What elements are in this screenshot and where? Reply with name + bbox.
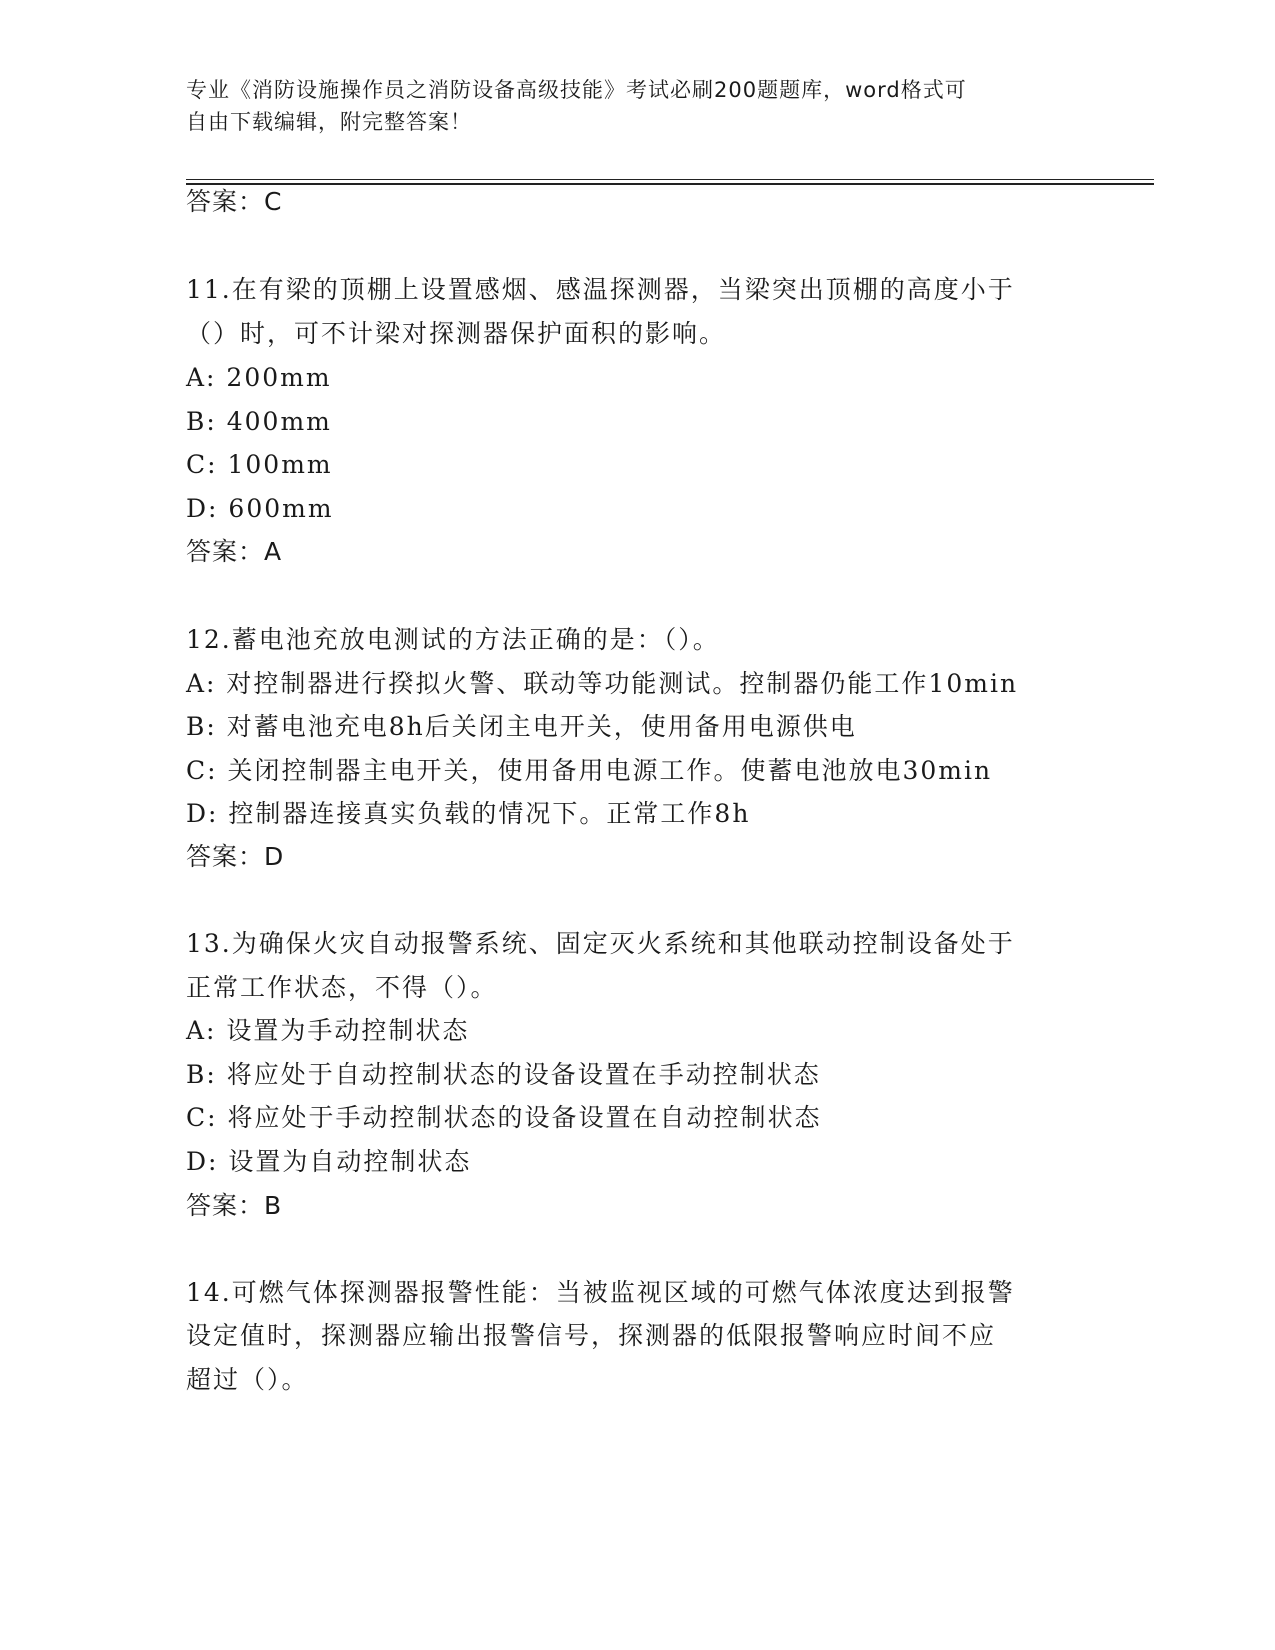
- question-11-answer: 答案：A: [186, 537, 283, 566]
- question-12-option-c: C: 关闭控制器主电开关，使用备用电源工作。使蓄电池放电30min: [186, 756, 993, 785]
- question-11-line-1: 11.在有梁的顶棚上设置感烟、感温探测器，当梁突出顶棚的高度小于: [186, 275, 1015, 304]
- question-14-line-2: 设定值时，探测器应输出报警信号，探测器的低限报警响应时间不应: [186, 1321, 997, 1350]
- header-line-1: 专业《消防设施操作员之消防设备高级技能》考试必刷200题题库，word格式可: [186, 78, 967, 102]
- question-11-option-b: B: 400mm: [186, 407, 332, 436]
- question-11-option-c: C: 100mm: [186, 450, 333, 479]
- question-11-line-2: （）时，可不计梁对探测器保护面积的影响。: [186, 319, 727, 348]
- question-13-option-c: C: 将应处于手动控制状态的设备设置在自动控制状态: [186, 1103, 822, 1132]
- question-12-option-a: A: 对控制器进行揆拟火警、联动等功能测试。控制器仍能工作10min: [186, 669, 1019, 698]
- question-12-option-b: B: 对蓄电池充电8h后关闭主电开关，使用备用电源供电: [186, 712, 857, 741]
- question-11-option-a: A: 200mm: [186, 363, 332, 392]
- question-13-line-1: 13.为确保火灾自动报警系统、固定灭火系统和其他联动控制设备处于: [186, 929, 1015, 958]
- question-13-line-2: 正常工作状态，不得（）。: [186, 973, 498, 1002]
- previous-answer: 答案：C: [186, 187, 283, 216]
- question-14-line-1: 14.可燃气体探测器报警性能：当被监视区域的可燃气体浓度达到报警: [186, 1278, 1015, 1307]
- header-line-2: 自由下载编辑，附完整答案！: [186, 110, 472, 134]
- question-11-option-d: D: 600mm: [186, 494, 334, 523]
- question-13-option-b: B: 将应处于自动控制状态的设备设置在手动控制状态: [186, 1060, 821, 1089]
- header-divider-thick: [186, 183, 1154, 185]
- question-13-option-a: A: 设置为手动控制状态: [186, 1016, 470, 1045]
- question-12-option-d: D: 控制器连接真实负载的情况下。正常工作8h: [186, 799, 751, 828]
- question-13-option-d: D: 设置为自动控制状态: [186, 1147, 472, 1176]
- question-14-line-3: 超过（）。: [186, 1365, 309, 1394]
- question-12-answer: 答案：D: [186, 842, 285, 871]
- question-13-answer: 答案：B: [186, 1191, 283, 1220]
- question-12-line-1: 12.蓄电池充放电测试的方法正确的是：（）。: [186, 625, 720, 654]
- header-divider-thin: [186, 179, 1154, 180]
- document-header: [186, 74, 1086, 138]
